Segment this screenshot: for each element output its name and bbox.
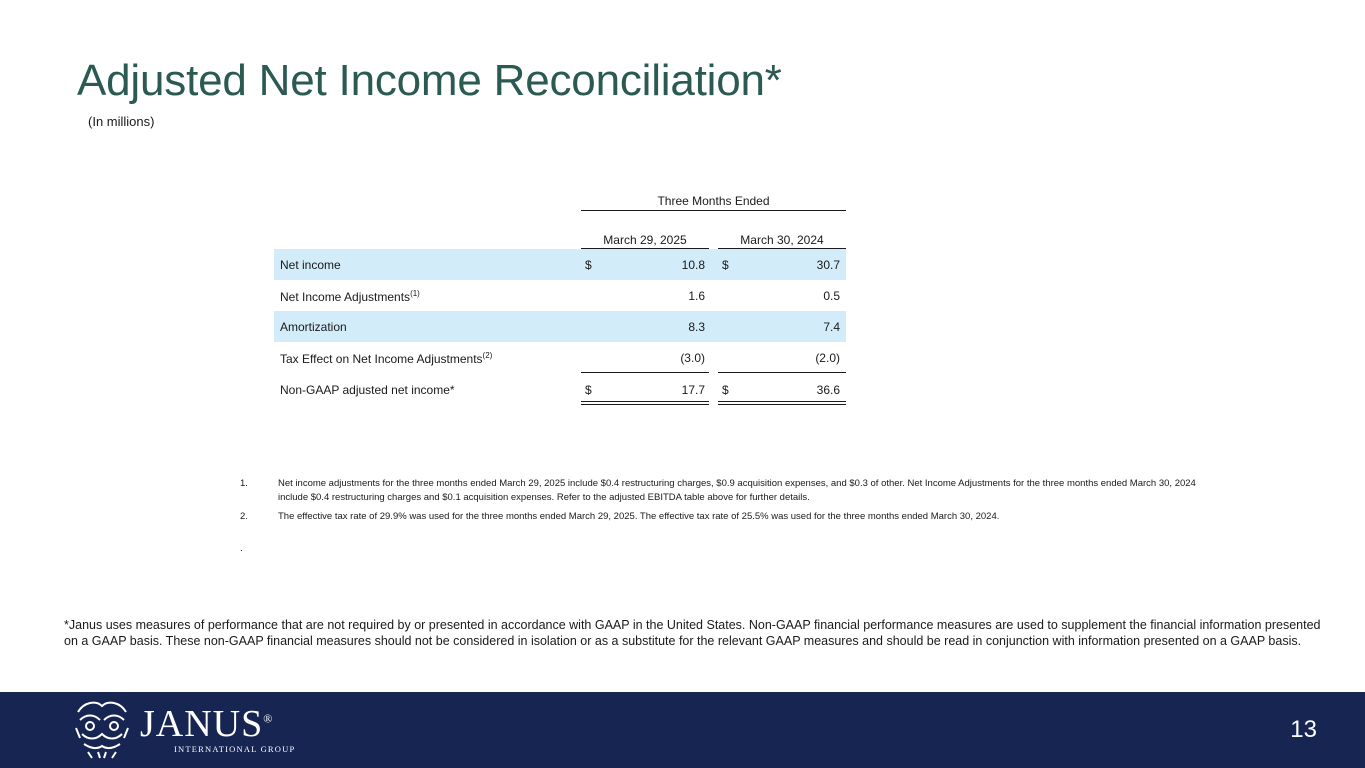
footnote-ref: (1) bbox=[410, 289, 420, 298]
non-gaap-disclaimer: *Janus uses measures of performance that are not required by or presented in accordance with GAAP in the United States. Non-GAAP financial performance measures are used to supplement the financial information presented on a GAAP basis. These non-GAAP financial measures should not be considered in isolation or as a substitute for the relevant GAAP measures and should be read in conjunction with information presented on a GAAP basis. bbox=[64, 618, 1321, 648]
logo-wordmark: JANUS® bbox=[140, 703, 274, 745]
value-2024: 36.6 bbox=[816, 383, 840, 397]
group-header: Three Months Ended bbox=[581, 194, 846, 211]
dollar-sign: $ bbox=[585, 383, 592, 397]
value-2024: 0.5 bbox=[823, 289, 840, 303]
stray-mark: . bbox=[240, 543, 243, 554]
row-label: Net income bbox=[280, 258, 341, 272]
total-double-rule bbox=[581, 401, 709, 405]
footnote-number: 2. bbox=[240, 511, 248, 522]
value-2024: 30.7 bbox=[816, 258, 840, 272]
page-title: Adjusted Net Income Reconciliation* bbox=[77, 56, 782, 105]
value-2024: (2.0) bbox=[815, 351, 840, 365]
column-header-2024: March 30, 2024 bbox=[718, 233, 846, 249]
column-header-2025: March 29, 2025 bbox=[581, 233, 709, 249]
page-number: 13 bbox=[1290, 716, 1317, 743]
value-2025: 1.6 bbox=[688, 289, 705, 303]
total-double-rule bbox=[718, 401, 846, 405]
janus-emblem-icon bbox=[70, 698, 134, 760]
table-row-amortization bbox=[274, 311, 846, 342]
footnotes bbox=[240, 477, 1200, 529]
dollar-sign: $ bbox=[722, 383, 729, 397]
table-row-tax-effect bbox=[274, 342, 846, 373]
dollar-sign: $ bbox=[585, 258, 592, 272]
footnote-text: Net income adjustments for the three months ended March 29, 2025 include $0.4 restructuring charges, $0.9 acquisition expenses, and $0.3 of other. Net Income Adjustments for the three months ended March 30, 2024 include $0.4 restructuring charges and $0.1 acquisition expenses. Refer to the adjusted EBITDA table above for further details. bbox=[278, 478, 1196, 503]
value-2024: 7.4 bbox=[823, 320, 840, 334]
subtotal-rule bbox=[718, 372, 846, 373]
row-label: Tax Effect on Net Income Adjustments$^{(2)}$ bbox=[280, 351, 493, 366]
subtotal-rule bbox=[581, 372, 709, 373]
footnote-number: 1. bbox=[240, 478, 248, 489]
value-2025: 17.7 bbox=[681, 383, 705, 397]
table-row-net-income-adjustments bbox=[274, 280, 846, 311]
footnote-1 bbox=[240, 477, 1200, 505]
table-row-net-income bbox=[274, 249, 846, 280]
row-label: Amortization bbox=[280, 320, 347, 334]
value-2025: 8.3 bbox=[688, 320, 705, 334]
footnote-2 bbox=[240, 510, 1200, 524]
row-label: Net Income Adjustments$^{(1)}$ bbox=[280, 289, 420, 304]
dollar-sign: $ bbox=[722, 258, 729, 272]
footnote-ref: (2) bbox=[482, 351, 493, 360]
units-subtitle: (In millions) bbox=[88, 114, 155, 129]
row-label: Non-GAAP adjusted net income* bbox=[280, 383, 455, 397]
value-2025: 10.8 bbox=[681, 258, 705, 272]
footer-bar bbox=[0, 692, 1365, 768]
logo-subtitle: INTERNATIONAL GROUP bbox=[174, 744, 296, 754]
footnote-text: The effective tax rate of 29.9% was used for the three months ended March 29, 2025. The effective tax rate of 25.5% was used for the three months ended March 30, 2024. bbox=[278, 511, 1000, 522]
value-2025: (3.0) bbox=[680, 351, 705, 365]
